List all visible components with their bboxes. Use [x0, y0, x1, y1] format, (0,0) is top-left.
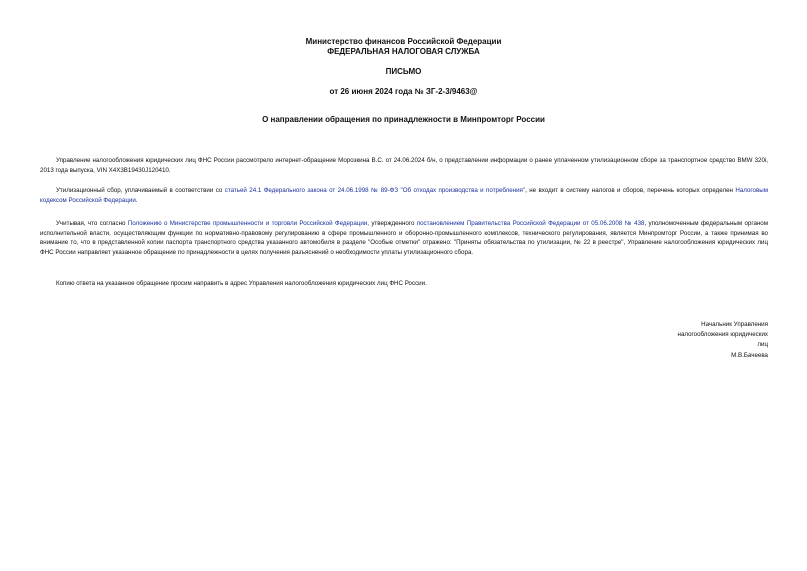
signature-block	[628, 320, 768, 361]
document-subject: О направлении обращения по принадлежности в Минпромторг России	[262, 115, 545, 124]
ministry-name: Министерство финансов Российской Федерации	[305, 37, 502, 46]
paragraph-3-text-mid: , утвержденного	[367, 220, 417, 227]
paragraph-2-text-mid: , не входит в систему налогов и сборов, перечень которых определен	[525, 187, 736, 194]
signature-position-line2: налогообложения юридических	[677, 331, 768, 339]
signature-position-line3: лиц	[757, 341, 768, 349]
signatory-name: М.В.Бачеева	[731, 351, 768, 359]
paragraph-2-text-end: .	[135, 196, 138, 204]
document-date-number: от 26 июня 2024 года № ЗГ-2-3/9463@	[329, 87, 478, 96]
tax-code-link[interactable]: Налоговым кодексом Российской Федерации	[40, 187, 768, 204]
document-type: ПИСЬМО	[385, 67, 422, 76]
paragraph-3	[40, 219, 768, 258]
law-89fz-article-link[interactable]: статьей 24.1 Федерального закона от 24.06.1998 № 89-ФЗ "Об отходах производства и потребления"	[224, 187, 526, 194]
service-name: ФЕДЕРАЛЬНАЯ НАЛОГОВАЯ СЛУЖБА	[327, 47, 480, 56]
signature-position-line1: Начальник Управления	[701, 321, 768, 328]
paragraph-1: Управление налогообложения юридических лиц ФНС России рассмотрело интернет-обращение Морозкина В.С. от 24.06.2024 б/н, о представлении информации о ранее уплаченном утилизационном сборе за транспортное средство BMW 320i, 2013 года выпуска, VIN X4X3B19430J120410.	[40, 157, 768, 174]
paragraph-3-text-end: , уполномоченным федеральным органом исполнительной власти, осуществляющим функции по нормативно-правовому регулированию в сфере промышленного и оборонно-промышленного комплексов, технического регулирования, является Минпромторг России, а также принимая во внимание то, что в представленной копии паспорта транспортного средства указанного автомобиля в разделе "Особые отметки" отражено: "Приняты обязательства по утилизации, № 22 в реестре", Управление налогообложения юридических лиц ФНС России направляет указанное обращение по принадлежности в целях получения разъяснений о необходимости уплаты утилизационного сбора.	[40, 220, 769, 257]
government-resolution-link[interactable]: постановлением Правительства Российской Федерации от 05.06.2008 № 438	[416, 220, 645, 227]
paragraph-3-text-start: Учитывая, что согласно	[56, 220, 128, 227]
minpromtorg-regulation-link[interactable]: Положению о Министерстве промышленности и торговли Российской Федерации	[127, 220, 368, 227]
paragraph-2	[40, 186, 768, 205]
paragraph-4: Копию ответа на указанное обращение просим направить в адрес Управления налогообложения юридических лиц ФНС России.	[56, 280, 427, 287]
paragraph-2-text-start: Утилизационный сбор, уплачиваемый в соответствии со	[56, 187, 225, 194]
